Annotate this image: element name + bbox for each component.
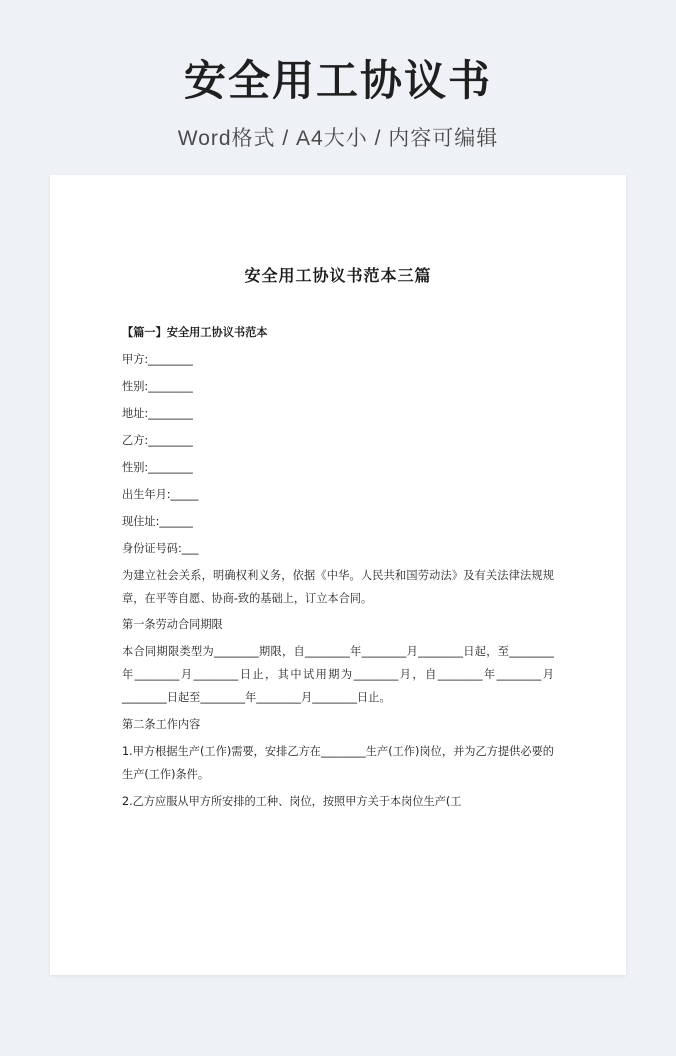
document-paragraph: 性别:________ bbox=[122, 379, 193, 393]
document-paragraph: 第一条劳动合同期限 bbox=[122, 618, 223, 632]
document-paragraph: 【篇一】安全用工协议书范本 bbox=[122, 326, 268, 339]
document-paragraph: 出生年月:_____ bbox=[122, 487, 199, 501]
document-title: 安全用工协议书范本三篇 bbox=[244, 266, 432, 285]
document-sheet bbox=[50, 175, 626, 975]
promo-banner bbox=[0, 0, 676, 152]
document-content bbox=[50, 175, 626, 814]
document-paragraph: 乙方:________ bbox=[122, 433, 193, 447]
document-paragraph: 性别:________ bbox=[122, 460, 193, 474]
document-paragraph: 为建立社会关系，明确权利义务，依据《中华。人民共和国劳动法》及有关法律法规规章，在平等自愿、协商-致的基础上，订立本合同。 bbox=[122, 568, 554, 605]
document-paragraph: 本合同期限类型为________期限，自________年________月________日起，至________年________月________日止，其中试用期为________月，自________年________月________日起至________年________月________日止。 bbox=[122, 645, 554, 705]
banner-title: 安全用工协议书 bbox=[183, 56, 492, 105]
document-paragraph: 2.乙方应服从甲方所安排的工种、岗位，按照甲方关于本岗位生产(工 bbox=[122, 795, 462, 809]
banner-subtitle: Word格式 / A4大小 / 内容可编辑 bbox=[177, 127, 499, 151]
document-paragraph: 1.甲方根据生产(工作)需要，安排乙方在________生产(工作)岗位，并为乙方提供必要的生产(工作)条件。 bbox=[122, 745, 554, 782]
document-paragraph: 地址:________ bbox=[122, 406, 193, 420]
document-paragraph-list bbox=[122, 322, 554, 814]
document-paragraph: 身份证号码:___ bbox=[122, 541, 199, 555]
document-paragraph: 第二条工作内容 bbox=[122, 718, 201, 732]
document-paragraph: 甲方:________ bbox=[122, 352, 193, 366]
document-paragraph: 现住址:______ bbox=[122, 514, 193, 528]
